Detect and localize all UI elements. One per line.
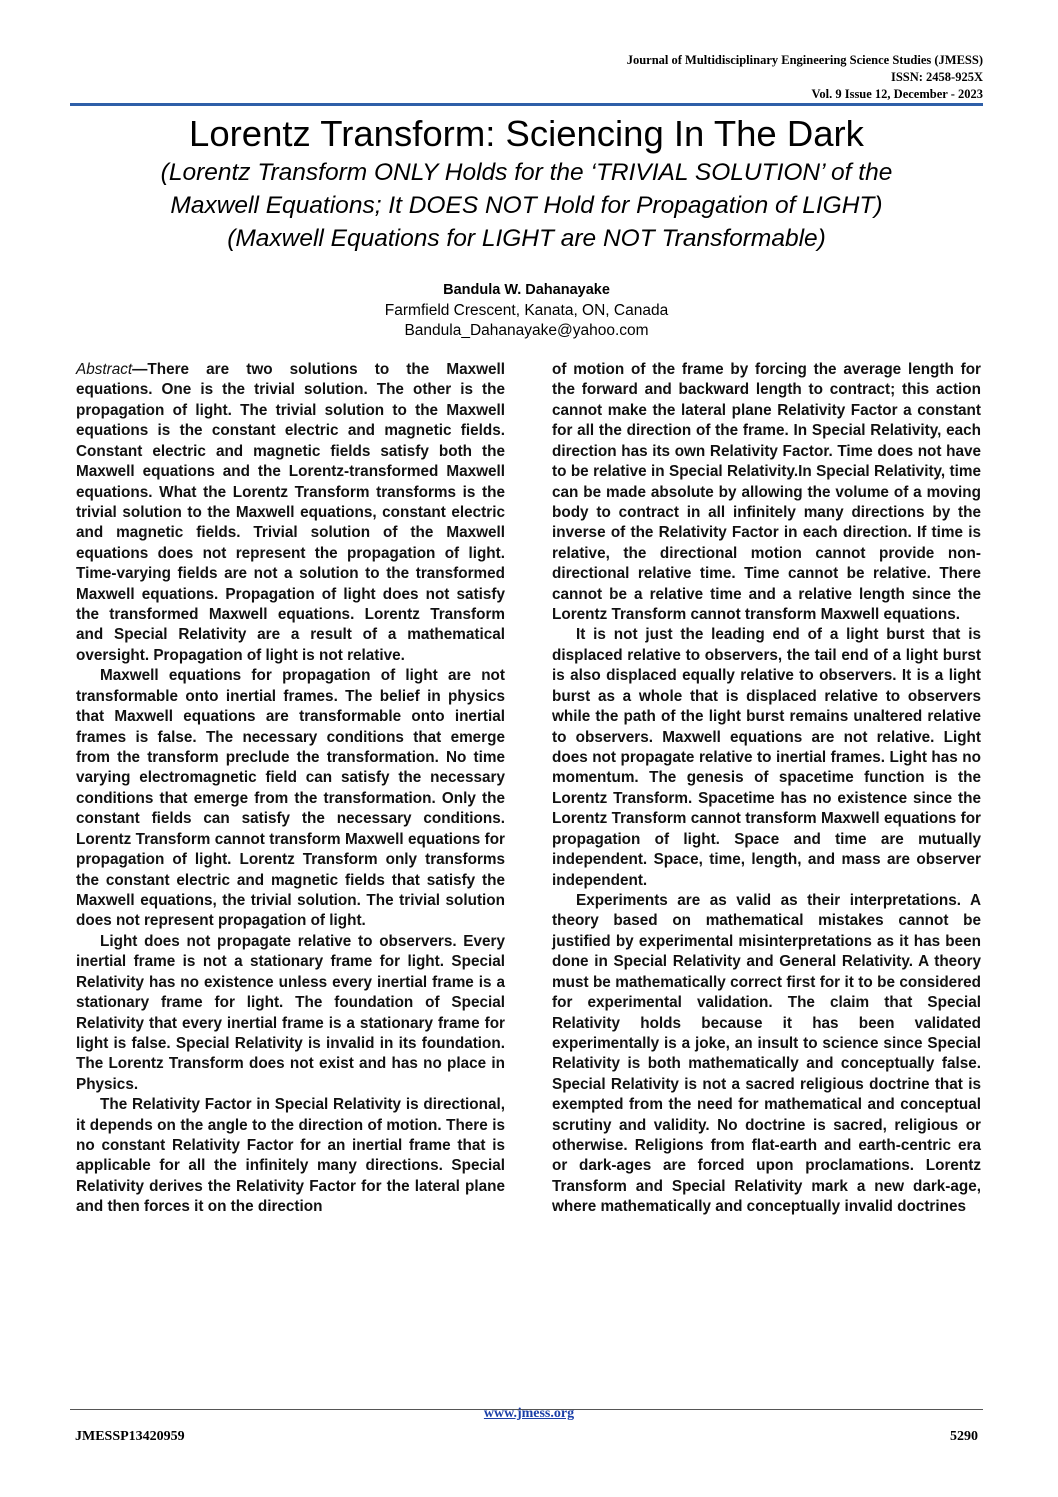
subtitle-line: (Lorentz Transform ONLY Holds for the ‘TRIVIAL SOLUTION’ of the — [160, 159, 893, 186]
paper-subtitle — [70, 156, 983, 255]
journal-header — [627, 52, 983, 103]
body-paragraph: of motion of the frame by forcing the average length for the forward and backward length to contract; this action cannot make the lateral plane Relativity Factor a constant for all the direction of the frame. In Special Relativity, each direction has its own Relativity Factor. Time does not have to be relative in Special Relativity.In Special Relativity, time can be made absolute by allowing the volume of a moving body to contract in all infinitely many directions by the inverse of the Relativity Factor in each direction. If time is relative, the directional motion cannot provide non-directional relative time. Time cannot be relative. There cannot be a relative time and a relative length since the Lorentz Transform cannot transform Maxwell equations. — [552, 361, 981, 624]
page-number: 5290 — [950, 1429, 978, 1444]
title-block — [70, 112, 983, 255]
left-column — [76, 360, 505, 1218]
author-name: Bandula W. Dahanayake — [443, 282, 610, 298]
body-paragraph: It is not just the leading end of a light burst that is displaced relative to observers, the tail end of a light burst is also displaced equally relative to observers. It is a light burst as a whole that is displaced relative to observers while the path of the light burst remains unaltered relative to observers. Maxwell equations are not relative. Light does not propagate relative to inertial frames. Light has no momentum. The genesis of spacetime function is the Lorentz Transform. Spacetime has no existence since the Lorentz Transform cannot transform Maxwell equations for propagation of light. Space and time are mutually independent. Space, time, length, and mass are observer independent. — [552, 626, 981, 889]
right-column — [552, 360, 981, 1218]
abstract-paragraph — [76, 360, 505, 666]
author-block — [70, 280, 983, 342]
paper-title: Lorentz Transform: Sciencing In The Dark — [189, 113, 864, 154]
body-paragraph: Light does not propagate relative to observers. Every inertial frame is not a stationary frame for light. Special Relativity has no existence unless every inertial frame is a stationary frame for light. The foundation of Special Relativity that every inertial frame is a stationary frame for light is false. Special Relativity is invalid in its foundation. The Lorentz Transform does not exist and has no place in Physics. — [76, 932, 505, 1093]
body-paragraph: The Relativity Factor in Special Relativity is directional, it depends on the angle to the direction of motion. There is no constant Relativity Factor for an inertial frame that is applicable for all the infinitely many directions. Special Relativity derives the Relativity Factor for the lateral plane and then forces it on the direction — [76, 1096, 505, 1216]
journal-name: Journal of Multidisciplinary Engineering Science Studies (JMESS) — [626, 53, 983, 67]
header-divider — [70, 103, 983, 106]
journal-issn: ISSN: 2458-925X — [890, 70, 983, 84]
body-paragraph: Maxwell equations for propagation of light are not transformable onto inertial frames. The belief in physics that Maxwell equations are transformable onto inertial frames is false. The necessary conditions that emerge from the transform preclude the transformation. No time varying electromagnetic field can satisfy the necessary conditions that emerge from the transformation. Only the constant fields can satisfy the necessary conditions. Lorentz Transform cannot transform Maxwell equations for propagation of light. Lorentz Transform only transforms the constant electric and magnetic fields that satisfy the Maxwell equations, the trivial solution. The trivial solution does not represent propagation of light. — [76, 667, 505, 930]
abstract-label: Abstract — [76, 361, 133, 378]
body-paragraph: Experiments are as valid as their interpretations. A theory based on mathematical mistakes cannot be justified by experimental misinterpretations as it has been done in Special Relativity and General Relativity. A theory must be mathematically correct first for it to be considered for experimental validation. The claim that Special Relativity holds because it has been validated experimentally is a joke, an insult to science since Special Relativity is both mathematically and conceptually false. Special Relativity is not a sacred religious doctrine that is exempted from the need for mathematical and conceptual scrutiny and validity. No doctrine is sacred, religious or otherwise. Religions from flat-earth and earth-centric era or dark-ages are forced upon proclamations. Lorentz Transform and Special Relativity mark a new dark-age, where mathematically and conceptually invalid doctrines — [552, 891, 981, 1216]
abstract-text: —There are two solutions to the Maxwell equations. One is the trivial solution. The other is the propagation of light. The trivial solution to the Maxwell equations is the constant electric and magnetic fields. Constant electric and magnetic fields satisfy both the Maxwell equations and the Lorentz-transformed Maxwell equations. What the Lorentz Transform transforms is the trivial solution to the Maxwell equations, constant electric and magnetic fields. Trivial solution of the Maxwell equations does not represent the propagation of light. Time-varying fields are not a solution to the transformed Maxwell equations. Propagation of light does not satisfy the transformed Maxwell equations. Lorentz Transform and Special Relativity are a result of a mathematical oversight. Propagation of light is not relative. — [76, 361, 505, 664]
paper-id: JMESSP13420959 — [75, 1429, 185, 1444]
author-address: Farmfield Crescent, Kanata, ON, Canada — [384, 301, 669, 319]
subtitle-line: Maxwell Equations; It DOES NOT Hold for Propagation of LIGHT) — [170, 192, 883, 219]
subtitle-line: (Maxwell Equations for LIGHT are NOT Transformable) — [227, 225, 826, 252]
author-email[interactable]: Bandula_Dahanayake@yahoo.com — [404, 322, 649, 339]
journal-website-link[interactable]: www.jmess.org — [483, 1406, 575, 1421]
journal-volume: Vol. 9 Issue 12, December - 2023 — [811, 87, 983, 101]
